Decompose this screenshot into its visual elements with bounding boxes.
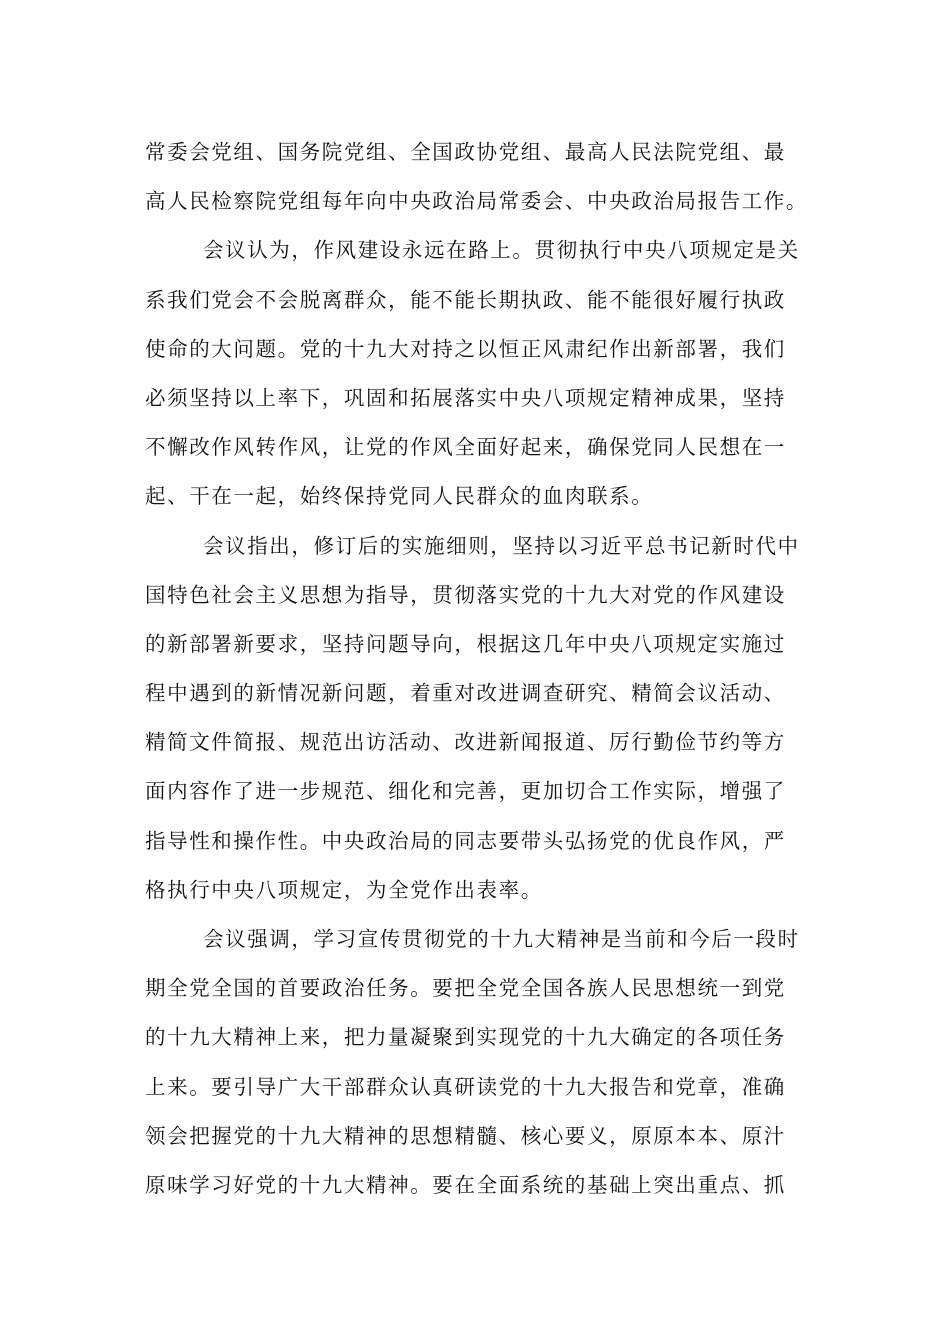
text-line: 面内容作了进一步规范、细化和完善，更加切合工作实际，增强了: [145, 779, 786, 804]
text-line: 高人民检察院党组每年向中央政治局常委会、中央政治局报告工作。: [145, 189, 808, 214]
paragraph-3: [145, 915, 807, 1210]
paragraph-1: [145, 226, 807, 521]
text-line: 的新部署新要求，坚持问题导向，根据这几年中央八项规定实施过: [145, 631, 786, 656]
text-line: 领会把握党的十九大精神的思想精髓、核心要义，原原本本、原汁: [145, 1123, 786, 1148]
text-line: 精简文件简报、规范出访活动、改进新闻报道、厉行勤俭节约等方: [145, 730, 786, 755]
text-line: 不懈改作风转作风，让党的作风全面好起来，确保党同人民想在一: [145, 435, 786, 460]
text-line: 期全党全国的首要政治任务。要把全党全国各族人民思想统一到党: [145, 976, 786, 1001]
text-line: 使命的大问题。党的十九大对持之以恒正风肃纪作出新部署，我们: [145, 336, 786, 361]
text-line: 指导性和操作性。中央政治局的同志要带头弘扬党的优良作风，严: [145, 828, 786, 853]
text-line: 国特色社会主义思想为指导，贯彻落实党的十九大对党的作风建设: [145, 582, 786, 607]
paragraph-2: [145, 522, 807, 916]
text-line: 原味学习好党的十九大精神。要在全面系统的基础上突出重点、抓: [145, 1172, 786, 1197]
text-line: 格执行中央八项规定，为全党作出表率。: [145, 877, 543, 902]
paragraph-0: [145, 128, 807, 226]
text-line: 必须坚持以上率下，巩固和拓展落实中央八项规定精神成果，坚持: [145, 385, 786, 410]
text-line: 系我们党会不会脱离群众，能不能长期执政、能不能很好履行执政: [145, 287, 786, 312]
text-line: 常委会党组、国务院党组、全国政协党组、最高人民法院党组、最: [145, 140, 786, 164]
text-line: 的十九大精神上来，把力量凝聚到实现党的十九大确定的各项任务: [145, 1025, 786, 1050]
text-line: 上来。要引导广大干部群众认真研读党的十九大报告和党章，准确: [145, 1074, 786, 1099]
text-line: 程中遇到的新情况新问题，着重对改进调查研究、精简会议活动、: [145, 681, 786, 706]
text-line: 会议指出，修订后的实施细则，坚持以习近平总书记新时代中: [203, 533, 800, 558]
text-line: 会议强调，学习宣传贯彻党的十九大精神是当前和今后一段时: [203, 927, 800, 951]
text-line: 起、干在一起，始终保持党同人民群众的血肉联系。: [145, 484, 654, 509]
text-line: 会议认为，作风建设永远在路上。贯彻执行中央八项规定是关: [203, 238, 800, 263]
document-body: [145, 128, 807, 1210]
